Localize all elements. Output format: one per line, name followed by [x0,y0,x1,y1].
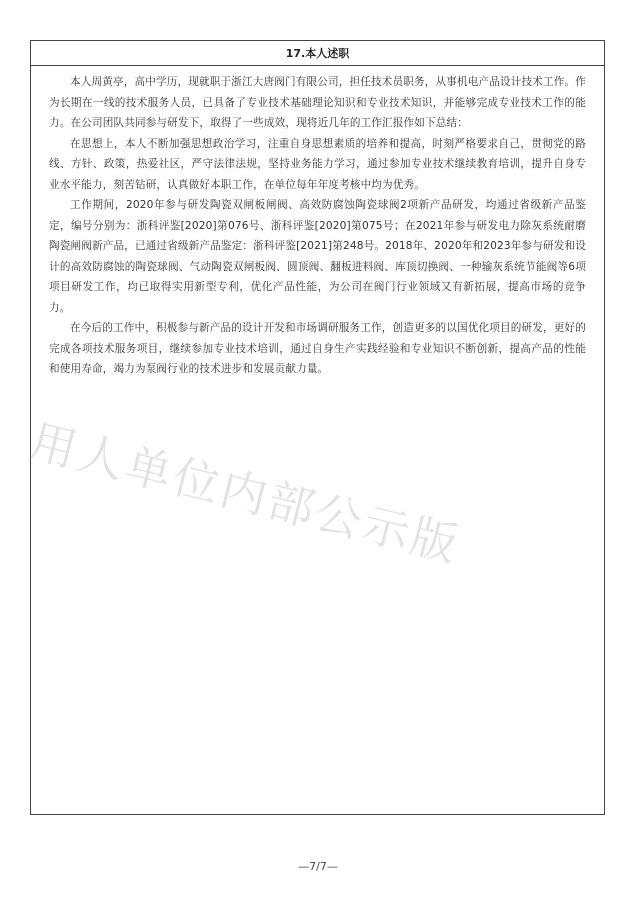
paragraph-intro: 本人周黄亭，高中学历，现就职于浙江大唐阀门有限公司，担任技术员职务，从事机电产品设计技术工作。作为长期在一线的技术服务人员，已具备了专业技术基础理论知识和专业技术知识，并能够完成专业技术工作的能力。在公司团队共同参与研发下，取得了一些成效，现将近几年的工作汇报作如下总结： [49,76,586,129]
page-number: —7/7— [298,860,338,873]
watermark-text: 用人单位内部公示版 [24,413,466,573]
statement-form [30,40,605,815]
paragraph-work-achievements: 工作期间，2020年参与研发陶瓷双闸板闸阀、高效防腐蚀陶瓷球阀2项新产品研发，均通过省级新产品鉴定，编号分别为：浙科评鉴[2020]第076号、浙科评鉴[2020]第075号；在2021年参与研发电力除灰系统耐磨陶瓷闸阀新产品，已通过省级新产品鉴定：浙科评鉴[2021]第248号。2018年、2020年和2023年参与研发和设计的高效防腐蚀的陶瓷球阀、气动陶瓷双闸板阀、圆顶阀、翻板进料阀、库顶切换阀、一种输灰系统节能阀等6项项目研发工作，均已取得实用新型专利，优化产品性能，为公司在阀门行业领域又有新拓展，提高市场的竞争力。 [49,199,586,314]
paragraph-future-plans: 在今后的工作中，积极参与新产品的设计开发和市场调研服务工作，创造更多的以国优化项目的研发，更好的完成各项技术服务项目，继续参加专业技术培训，通过自身生产实践经验和专业知识不断创新，提高产品的性能和使用寿命，竭力为泵阀行业的技术进步和发展贡献力量。 [49,322,586,375]
statement-body [31,66,604,380]
section-title: 17.本人述职 [31,41,604,66]
paragraph-ideology: 在思想上，本人不断加强思想政治学习，注重自身思想素质的培养和提高，时刻严格要求自己，贯彻党的路线、方针、政策，热爱社区，严守法律法规，坚持业务能力学习，通过参加专业技术继续教育培训，提升自身专业水平能力，刻苦钻研，认真做好本职工作，在单位每年年度考核中均为优秀。 [49,137,586,191]
